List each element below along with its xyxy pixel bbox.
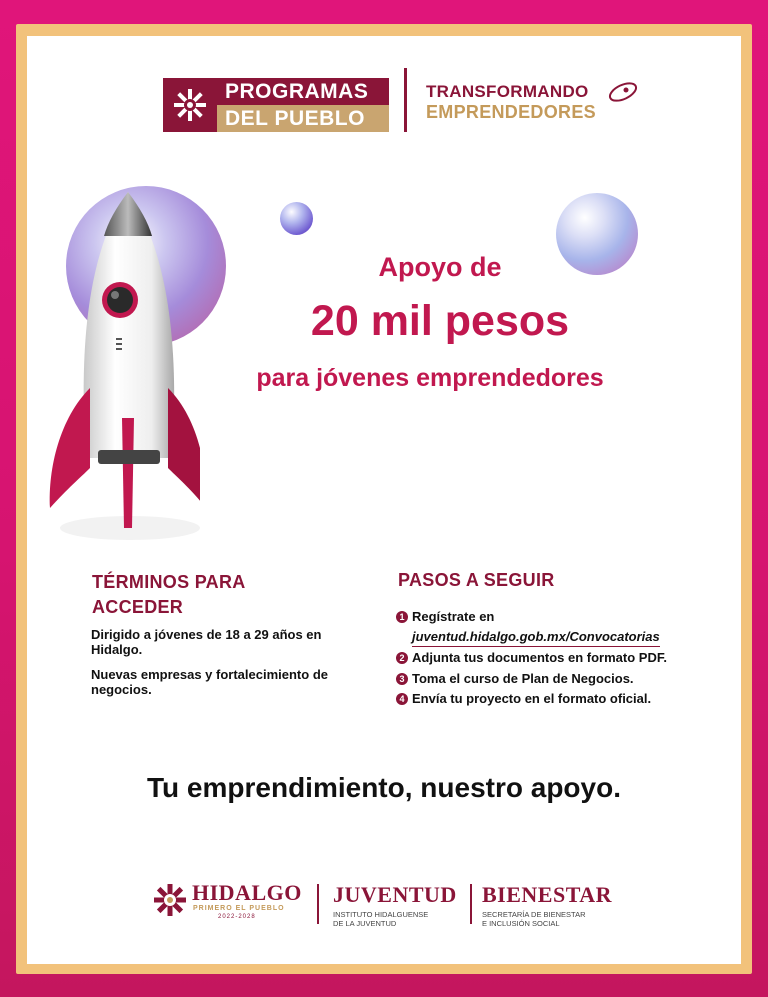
hidalgo-slogan: PRIMERO EL PUEBLO	[193, 905, 285, 912]
step-3-text: Toma el curso de Plan de Negocios.	[412, 671, 634, 686]
step-3	[396, 671, 634, 686]
headline-apoyo: Apoyo de	[378, 252, 502, 282]
headline-audience: para jóvenes emprendedores	[256, 364, 604, 392]
headline-amount: 20 mil pesos	[310, 297, 570, 345]
terms-title: TÉRMINOS PARA ACCEDER	[92, 572, 245, 617]
juventud-logo	[333, 882, 463, 928]
hidalgo-years: 2022-2028	[218, 914, 256, 920]
steps-title: PASOS A SEGUIR	[398, 570, 555, 590]
header-divider	[404, 68, 407, 132]
small-rocket-icon	[606, 78, 640, 108]
programas-star-icon	[163, 78, 217, 132]
step-number-2-icon: 2	[396, 652, 408, 664]
footer-divider-1	[317, 884, 319, 924]
programas-label: PROGRAMAS	[217, 78, 389, 105]
step-number-4-icon: 4	[396, 693, 408, 705]
bienestar-logo	[482, 882, 632, 928]
bienestar-name: BIENESTAR	[482, 882, 613, 907]
step-2	[396, 650, 667, 665]
step-4-text: Envía tu proyecto en el formato oficial.	[412, 691, 652, 706]
terms-item-business: Nuevas empresas y fortalecimiento de negocios.	[91, 667, 328, 697]
step-1-text: Regístrate en	[412, 609, 495, 624]
emprendedores-label: EMPRENDEDORES	[426, 102, 596, 122]
transformando-label: TRANSFORMANDO	[426, 82, 589, 101]
step-4	[396, 691, 651, 706]
step-number-1-icon: 1	[396, 611, 408, 623]
bienestar-sub-1: SECRETARÍA DE BIENESTAR	[482, 910, 586, 919]
del-pueblo-label: DEL PUEBLO	[217, 105, 389, 132]
hidalgo-name: HIDALGO	[192, 880, 302, 905]
step-1	[396, 609, 494, 624]
hidalgo-logo	[152, 880, 304, 924]
footer-divider-2	[470, 884, 472, 924]
transformando-emprendedores-logo	[426, 82, 646, 130]
hidalgo-star-icon	[152, 882, 188, 918]
step-2-text: Adjunta tus documentos en formato PDF.	[412, 650, 667, 665]
terms-item-age: Dirigido a jóvenes de 18 a 29 años en Hidalgo.	[91, 627, 322, 657]
rocket-illustration	[40, 188, 200, 558]
juventud-sub-2: DE LA JUVENTUD	[333, 919, 397, 928]
juventud-name: JUVENTUD	[333, 882, 457, 907]
juventud-sub-1: INSTITUTO HIDALGUENSE	[333, 910, 429, 919]
bienestar-sub-2: E INCLUSIÓN SOCIAL	[482, 919, 560, 928]
step-number-3-icon: 3	[396, 673, 408, 685]
decorative-sphere-small	[280, 202, 313, 235]
programas-del-pueblo-logo	[163, 78, 389, 132]
tagline: Tu emprendimiento, nuestro apoyo.	[147, 772, 621, 803]
registration-link[interactable]: juventud.hidalgo.gob.mx/Convocatorias	[412, 629, 660, 647]
